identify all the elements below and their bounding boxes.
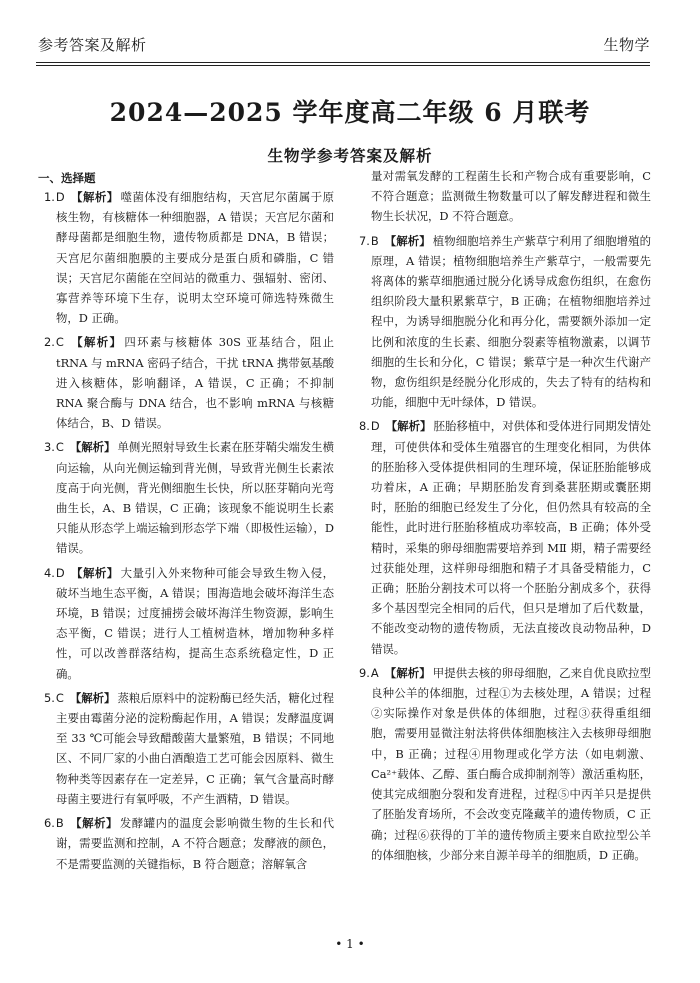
page-number: • 1 •: [335, 937, 365, 951]
answer-item: 6.B 【解析】 发酵罐内的温度会影响微生物的生长和代谢，需要监测和控制，A 不符合题意；发酵液的颜色，不是需要监测的关键指标，B 符合题意；溶解氧含: [44, 816, 334, 871]
answer-item: 2.C 【解析】 四环素与核糖体 30S 亚基结合，阻止 tRNA 与 mRNA 密码子结合，干扰 tRNA 携带氨基酸进入核糖体，影响翻译，A 错误，C 正确；不抑制 RNA 聚合酶与 DNA 结合，也不影响 mRNA 与核糖体结合，B、D 错误。: [44, 335, 334, 431]
answer-item: 3.C 【解析】 单侧光照射导致生长素在胚芽鞘尖端发生横向运输，从向光侧运输到背光侧，导致背光侧生长素浓度高于向光侧，背光侧细胞生长快，所以胚芽鞘向光弯曲生长，A、B 错误，C 正确；该现象不能说明生长素只能从形态学上端运输到形态学下端（即极性运输），D 错误。: [44, 440, 334, 556]
page-subtitle: 生物学参考答案及解析: [267, 147, 433, 165]
answer-item: 5.C 【解析】 蒸粮后原料中的淀粉酶已经失活，糖化过程主要由霉菌分泌的淀粉酶起作用，A 错误；发酵温度调至 33 ℃可能会导致醋酸菌大量繁殖，B 错误；不同地区、不同厂家的小曲白酒酿造工艺可能会因原料、微生物种类等因素存在一定差异，C 正确；氧气含量高时酵母菌主要进行有氧呼吸，不产生酒精，D 错误。: [44, 690, 334, 806]
header-right: 生物学: [603, 36, 650, 54]
section-label: 一、选择题: [38, 171, 96, 185]
answer-item: 8.D 【解析】 胚胎移植中，对供体和受体进行同期发情处理，可使供体和受体生殖器官的生理变化相同，为供体的胚胎移入受体提供相同的生理环境，保证胚胎能够成功着床，A 正确；早期胚胎发育到桑葚胚期或囊胚期时，胚胎的细胞已经发生了分化，但仍然具有较高的全能性，此时进行胚胎移植成功率较高，B 正确；体外受精时，采集的卵母细胞需要培养到 MⅡ 期，精子需要经过获能处理，这样卵母细胞和精子才具备受精能力，C 正确；胚胎分割技术可以将一个胚胎分割成多个，获得多个基因型完全相同的后代，但只是增加了后代数量，不能改变动物的遗传物质，无法直接改良动物品种，D 错误。: [359, 419, 651, 656]
answer-continuation: 量对需氧发酵的工程菌生长和产物合成有重要影响，C 不符合题意；监测微生物数量可以了解发酵进程和微生物生长状况，D 不符合题意。: [371, 169, 651, 224]
answer-item: 7.B 【解析】 植物细胞培养生产紫草宁利用了细胞增殖的原理，A 错误；植物细胞培养生产紫草宁，一般需要先将离体的紫草细胞通过脱分化诱导成愈伤组织，在愈伤组织阶段大量积累紫草宁，B 正确；在植物细胞培养过程中，为诱导细胞脱分化和再分化，需要额外添加一定比例和浓度的生长素、细胞分裂素等植物激素，以调节细胞的生长和分化，C 错误；紫草宁是一种次生代谢产物，愈伤组织是经脱分化形成的，失去了特有的结构和功能，细胞中无叶绿体，D 错误。: [359, 233, 651, 410]
page-title: 2024—2025 学年度高二年级 6 月联考: [109, 98, 591, 127]
header-left: 参考答案及解析: [38, 36, 147, 54]
header-rule-thin: [36, 65, 650, 66]
right-column: [359, 166, 651, 869]
answer-item: 9.A 【解析】 甲提供去核的卵母细胞，乙来自优良欧拉型良种公羊的体细胞，过程①为去核处理，A 错误；过程②实际操作对象是供体的体细胞，过程③获得重组细胞，需要用显微注射法将供体细胞核注入去核卵母细胞中，B 正确；过程④用物理或化学方法（如电刺激、Ca²⁺载体、乙醇、蛋白酶合成抑制剂等）激活重构胚，使其完成细胞分裂和发育进程，过程⑤中丙羊只是提供了胚胎发育场所，不会改变克隆藏羊的遗传物质，C 正确；过程⑥获得的丁羊的遗传物质主要来自欧拉型公羊的体细胞核，少部分来自源羊母羊的细胞质，D 正确。: [359, 665, 651, 862]
left-column: [44, 187, 334, 878]
answer-item: 4.D 【解析】 大量引入外来物种可能会导致生物入侵，破坏当地生态平衡，A 错误；围海造地会破坏海洋生态环境，B 错误；过度捕捞会破坏海洋生物资源，影响生态平衡，C 错误；进行人工植树造林，增加物种多样性，可以改善群落结构，提高生态系统稳定性，D 正确。: [44, 565, 334, 681]
header-rule: [36, 62, 650, 63]
answer-item: 1.D 【解析】 噬菌体没有细胞结构，天宫尼尔菌属于原核生物，有核糖体一种细胞器，A 错误；天宫尼尔菌和酵母菌都是细胞生物，遗传物质都是 DNA，B 错误；天宫尼尔菌细胞膜的主要成分是蛋白质和磷脂，C 错误；天宫尼尔菌能在空间站的微重力、强辐射、密闭、寡营养等环境下生存，说明太空环境可筛选特殊微生物，D 正确。: [44, 190, 334, 326]
